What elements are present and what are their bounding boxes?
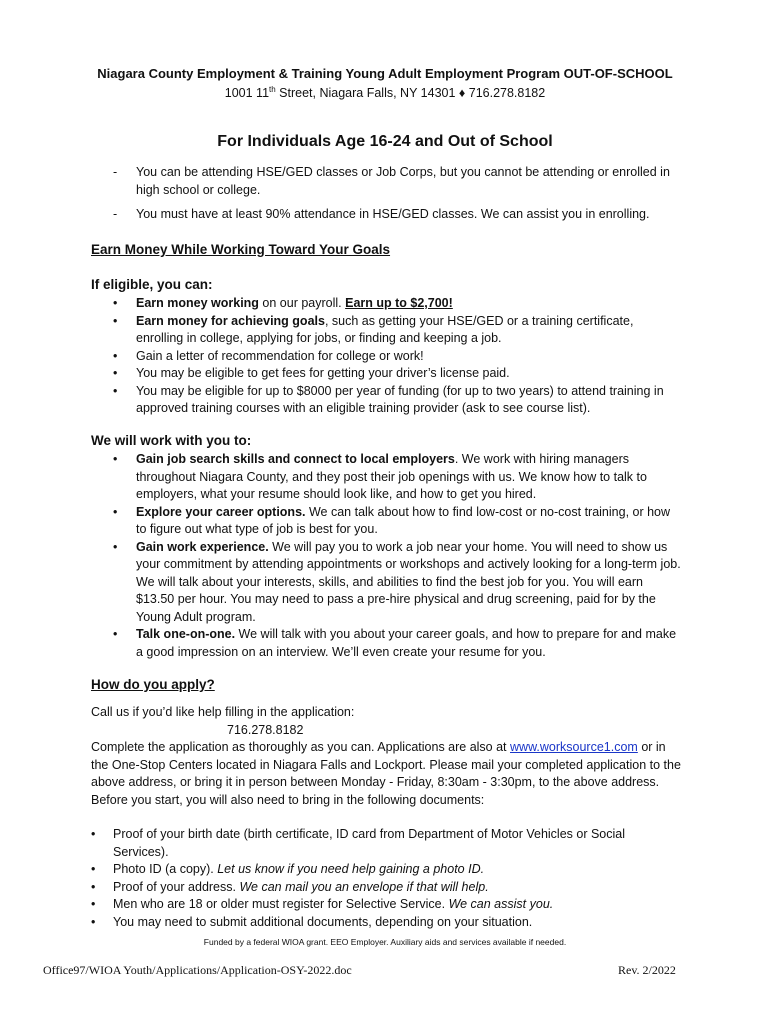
- list-item: • You may be eligible for up to $8000 per year of funding (for up to two years) to attend training in approved training courses with an eligible training provider (ask to see course list).: [113, 383, 664, 415]
- work-section-title: We will work with you to:: [91, 433, 252, 448]
- complete-text: Complete the application as thoroughly as you can. Applications are also at www.worksource1.com or in the One-Stop Centers located in Niagara Falls and Lockport. Please mail your completed application to the above address, or bring it in person between Monday - Friday, 8:30am - 3:30pm, to the above address.: [91, 740, 681, 789]
- footer-file-path: Office97/WIOA Youth/Applications/Application-OSY-2022.doc: [43, 963, 352, 977]
- list-item: • Proof of your birth date (birth certificate, ID card from Department of Motor Vehicles or Social Services).: [91, 827, 626, 859]
- worksource-link[interactable]: www.worksource1.com: [510, 740, 638, 754]
- eligibility-item: - You must have at least 90% attendance in HSE/GED classes. We can assist you in enrolling.: [113, 207, 650, 221]
- main-heading: For Individuals Age 16-24 and Out of School: [217, 133, 553, 150]
- program-address: 1001 11th Street, Niagara Falls, NY 14301 ♦ 716.278.8182: [224, 85, 546, 101]
- list-item: • You may be eligible to get fees for getting your driver’s license paid.: [113, 366, 510, 380]
- required-documents-list: [91, 826, 681, 931]
- footer-revision: Rev. 2/2022: [618, 963, 676, 977]
- list-item: • Men who are 18 or older must register for Selective Service. We can assist you.: [91, 897, 554, 911]
- phone-number: 716.278.8182: [227, 722, 304, 737]
- list-item: • Earn money for achieving goals, such as getting your HSE/GED or a training certificate, enrolling in college, applying for jobs, or finding and keeping a job.: [113, 313, 634, 345]
- work-services-list: [91, 451, 681, 661]
- eligibility-item: - You can be attending HSE/GED classes or Job Corps, but you cannot be attending or enrolled in high school or college.: [113, 165, 670, 197]
- list-item: • Gain job search skills and connect to local employers. We work with hiring managers throughout Niagara County, and they post their job openings with us. We know how to talk to employers, what your resume should look like, and how to get you hired.: [113, 452, 647, 501]
- list-item: • Gain a letter of recommendation for college or work!: [113, 348, 424, 363]
- list-item: • Talk one-on-one. We will talk with you about your career goals, and how to prepare for and make a good impression on an interview. We’ll even create your resume for you.: [113, 627, 677, 659]
- call-text: Call us if you’d like help filling in the application:: [91, 705, 355, 719]
- apply-section-title: How do you apply?: [91, 677, 215, 692]
- apply-instructions: [91, 704, 681, 809]
- program-title: Niagara County Employment & Training Young Adult Employment Program OUT-OF-SCHOOL: [97, 66, 673, 81]
- earn-section-title: Earn Money While Working Toward Your Goals: [91, 242, 391, 257]
- list-item: • You may need to submit additional documents, depending on your situation.: [91, 914, 533, 929]
- earn-section-subtitle: If eligible, you can:: [91, 277, 213, 292]
- earn-benefits-list: [91, 295, 681, 418]
- list-item: • Explore your career options. We can talk about how to find low-cost or no-cost training, or how to figure out what type of job is best for you.: [113, 504, 671, 536]
- list-item: • Proof of your address. We can mail you an envelope if that will help.: [91, 879, 489, 894]
- funding-notice: Funded by a federal WIOA grant. EEO Employer. Auxiliary aids and services available if needed.: [203, 937, 567, 947]
- list-item: • Photo ID (a copy). Let us know if you need help gaining a photo ID.: [91, 862, 485, 876]
- before-text: Before you start, you will also need to bring in the following documents:: [91, 792, 485, 807]
- list-item: • Gain work experience. We will pay you to work a job near your home. You will need to show us your commitment by attending appointments or workshops and actively looking for a long-term job. We will talk about your interests, skills, and abilities to find the best job for you. You will earn $13.50 per hour. You may need to pass a pre-hire physical and drug screening, paid for by the Young Adult program.: [113, 539, 681, 624]
- list-item: • Earn money working on our payroll. Earn up to $2,700!: [113, 296, 453, 310]
